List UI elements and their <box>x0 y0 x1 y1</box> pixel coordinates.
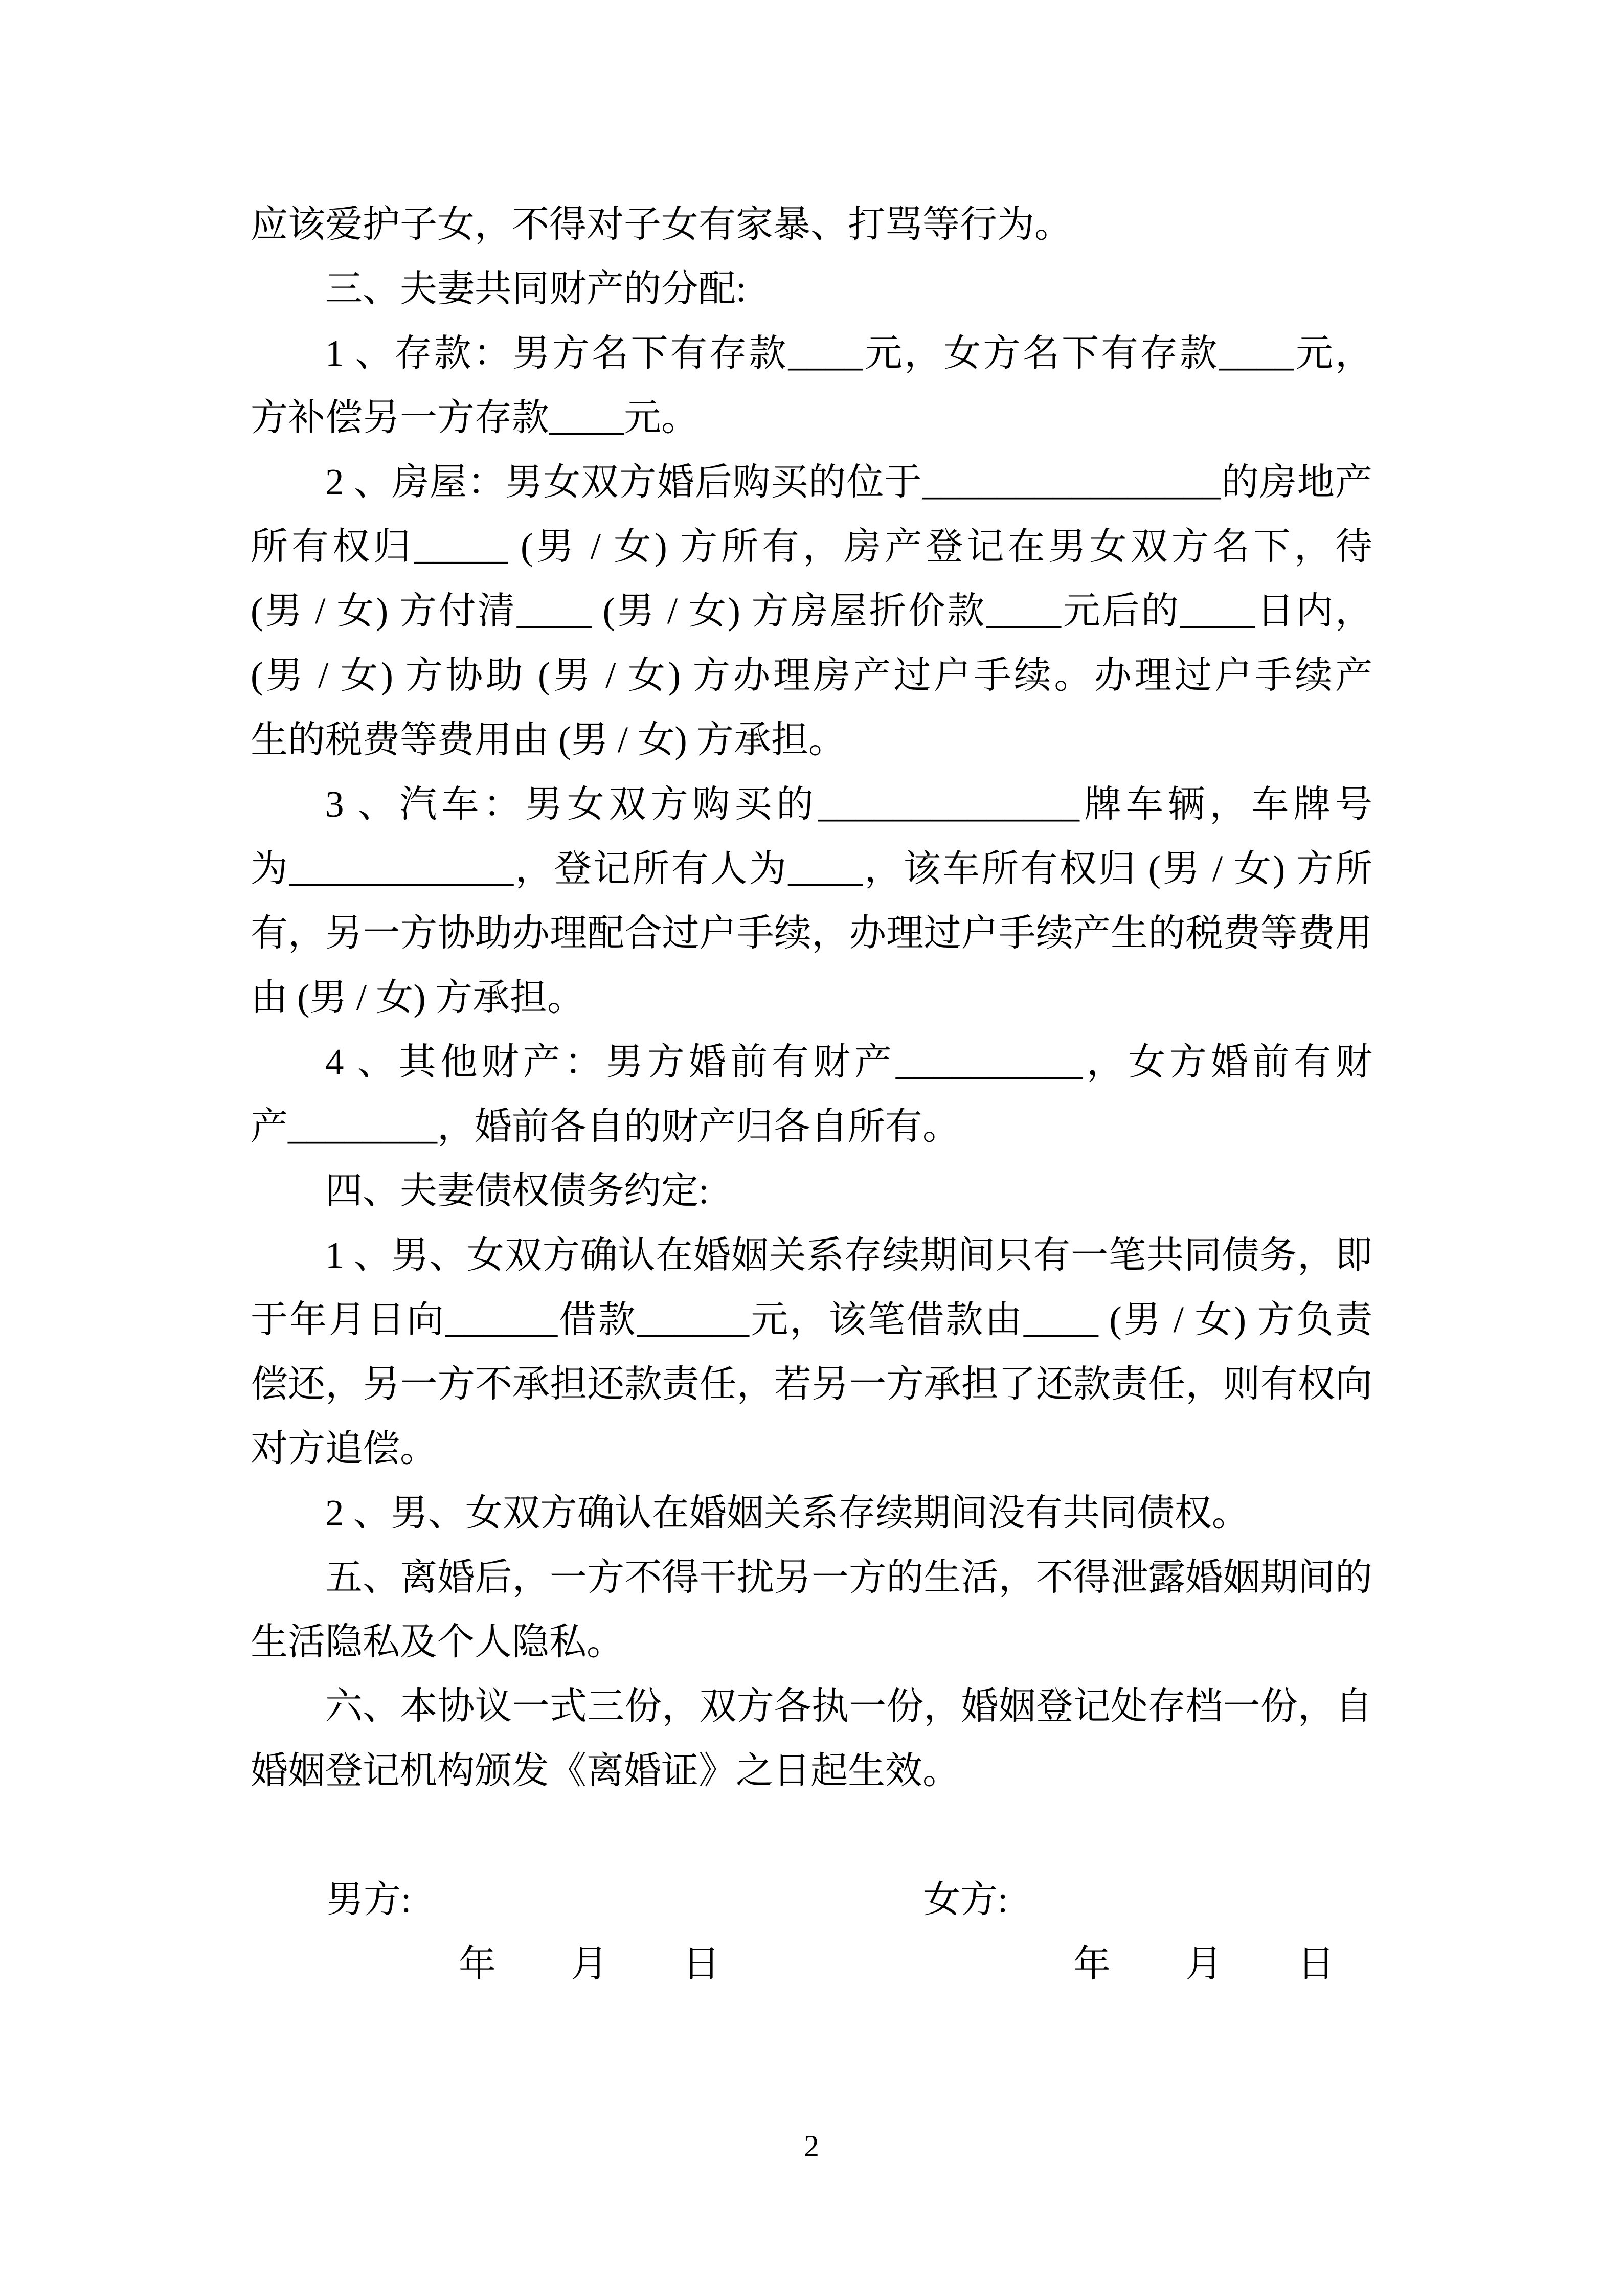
doc-line: 方补偿另一方存款____元。 <box>251 397 698 438</box>
doc-line: 生的税费等费用由 (男 / 女) 方承担。 <box>251 719 846 760</box>
doc-line: 偿还，另一方不承担还款责任，若另一方承担了还款责任，则有权向 <box>251 1363 1372 1405</box>
doc-line: 婚姻登记机构颁发《离婚证》之日起生效。 <box>251 1750 960 1791</box>
doc-line: 所有权归_____ (男 / 女) 方所有，房产登记在男女双方名下，待 <box>251 526 1372 567</box>
signature-row <box>251 1867 1372 1932</box>
date-row <box>251 1932 1372 1996</box>
doc-line-section-6: 六、本协议一式三份，双方各执一份，婚姻登记处存档一份，自 <box>325 1685 1372 1727</box>
doc-line: 由 (男 / 女) 方承担。 <box>251 977 584 1018</box>
blank-line <box>251 1803 1372 1867</box>
signature-female-label: 女方: <box>923 1879 1008 1920</box>
date-male-line: 年 月 日 <box>459 1943 720 1985</box>
doc-line: 4 、其他财产：男方婚前有财产__________，女方婚前有财 <box>325 1041 1372 1083</box>
document-body <box>251 192 1372 1996</box>
doc-line: (男 / 女) 方协助 (男 / 女) 方办理房产过户手续。办理过户手续产 <box>251 655 1372 696</box>
signature-male-label: 男方: <box>326 1879 412 1920</box>
doc-line: 2 、房屋：男女双方婚后购买的位于________________的房地产 <box>325 461 1372 503</box>
date-female-line: 年 月 日 <box>1073 1943 1335 1985</box>
doc-line: 于年月日向______借款______元，该笔借款由____ (男 / 女) 方负责 <box>251 1299 1372 1340</box>
doc-line: 生活隐私及个人隐私。 <box>251 1621 624 1662</box>
doc-line: 对方追偿。 <box>251 1428 437 1469</box>
doc-line: 1 、存款：男方名下有存款____元，女方名下有存款____元， <box>325 332 1372 374</box>
doc-line: 产________，婚前各自的财产归各自所有。 <box>251 1106 960 1147</box>
page-number: 2 <box>804 2129 819 2163</box>
doc-line-section-3: 三、夫妻共同财产的分配: <box>325 268 747 309</box>
doc-line: 应该爱护子女，不得对子女有家暴、打骂等行为。 <box>251 204 1072 245</box>
doc-line: 3 、汽车：男女双方购买的______________牌车辆，车牌号 <box>325 783 1372 825</box>
doc-line: (男 / 女) 方付清____ (男 / 女) 方房屋折价款____元后的____日内， <box>251 590 1372 632</box>
doc-line-section-5: 五、离婚后，一方不得干扰另一方的生活，不得泄露婚姻期间的 <box>325 1557 1372 1598</box>
doc-line: 为____________，登记所有人为____，该车所有权归 (男 / 女) 方所 <box>251 848 1372 889</box>
doc-line: 2 、男、女双方确认在婚姻关系存续期间没有共同债权。 <box>325 1492 1249 1534</box>
doc-line: 1 、男、女双方确认在婚姻关系存续期间只有一笔共同债务，即 <box>325 1234 1372 1276</box>
doc-line-section-4: 四、夫妻债权债务约定: <box>325 1170 709 1211</box>
doc-line: 有，另一方协助办理配合过户手续，办理过户手续产生的税费等费用 <box>251 912 1372 954</box>
